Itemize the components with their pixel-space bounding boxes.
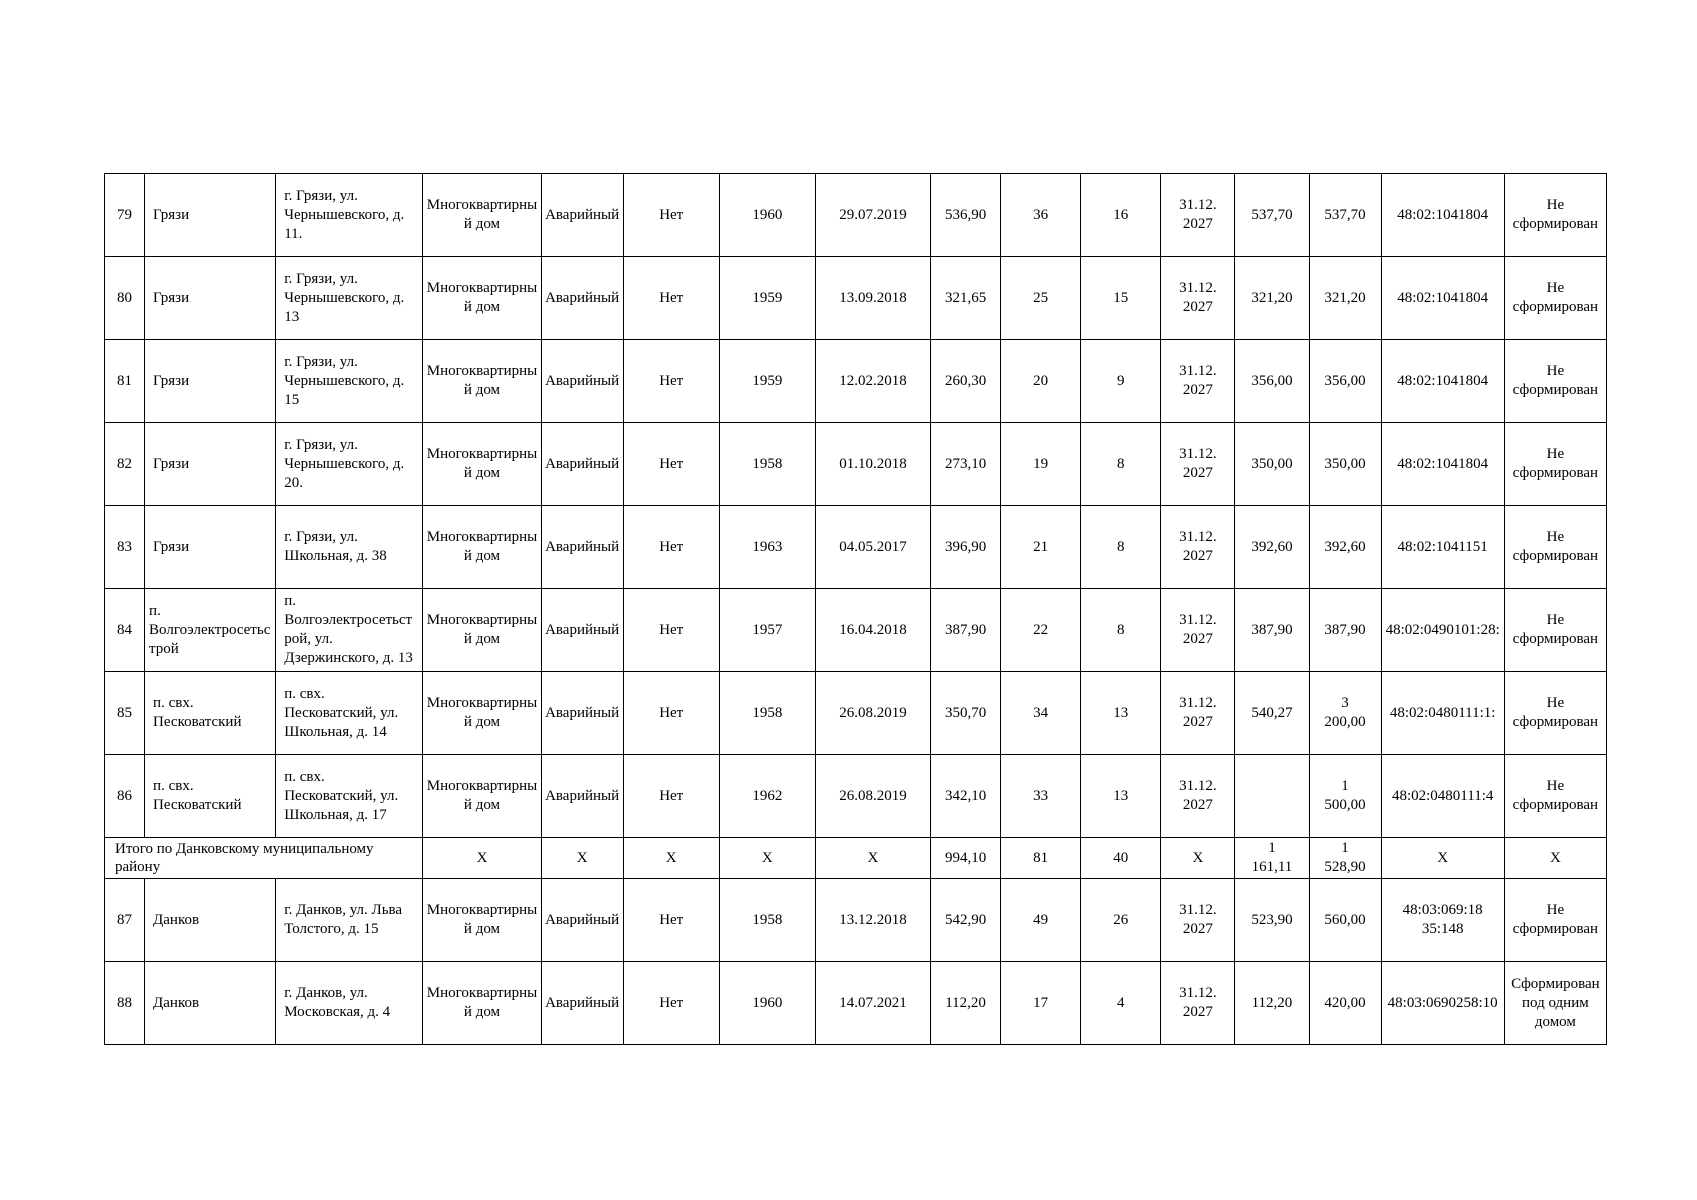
table-row — [105, 340, 1607, 423]
table-body — [105, 174, 1607, 1045]
cadastral-number-cell: 48:02:0480111:1: — [1381, 672, 1504, 755]
condition-cell: Аварийный — [541, 879, 623, 962]
resettlement-deadline-cell: 31.12. 2027 — [1161, 672, 1235, 755]
address-cell: г. Грязи, ул. Чернышевского, д. 20. — [276, 423, 423, 506]
total-living-area-cell: 994,10 — [931, 838, 1001, 879]
total-rooms-count-cell: 40 — [1081, 838, 1161, 879]
total-build-year-cell: X — [719, 838, 815, 879]
land-area-cell: 321,20 — [1235, 257, 1309, 340]
build-year-cell: 1963 — [719, 506, 815, 589]
heritage-cell: Нет — [623, 962, 719, 1045]
living-area-cell: 273,10 — [931, 423, 1001, 506]
row-number-cell: 79 — [105, 174, 145, 257]
address-cell: г. Данков, ул. Льва Толстого, д. 15 — [276, 879, 423, 962]
plot-area-cell: 420,00 — [1309, 962, 1381, 1045]
total-building-type-cell: X — [423, 838, 541, 879]
residents-count-cell: 19 — [1001, 423, 1081, 506]
cadastral-number-cell: 48:02:0480111:4 — [1381, 755, 1504, 838]
address-cell: г. Грязи, ул. Чернышевского, д. 15 — [276, 340, 423, 423]
resettlement-deadline-cell: 31.12. 2027 — [1161, 589, 1235, 672]
building-type-cell: Многоквартирный дом — [423, 257, 541, 340]
address-cell: г. Грязи, ул. Школьная, д. 38 — [276, 506, 423, 589]
locality-cell: п. свх. Песковатский — [145, 755, 276, 838]
address-cell: г. Грязи, ул. Чернышевского, д. 13 — [276, 257, 423, 340]
address-cell: г. Данков, ул. Московская, д. 4 — [276, 962, 423, 1045]
rooms-count-cell: 8 — [1081, 423, 1161, 506]
residents-count-cell: 20 — [1001, 340, 1081, 423]
build-year-cell: 1960 — [719, 962, 815, 1045]
cadastral-number-cell: 48:02:1041804 — [1381, 340, 1504, 423]
living-area-cell: 350,70 — [931, 672, 1001, 755]
row-number-cell: 87 — [105, 879, 145, 962]
build-year-cell: 1959 — [719, 257, 815, 340]
cadastral-number-cell: 48:02:1041804 — [1381, 423, 1504, 506]
condition-cell: Аварийный — [541, 506, 623, 589]
build-year-cell: 1960 — [719, 174, 815, 257]
plot-area-cell: 560,00 — [1309, 879, 1381, 962]
land-status-cell: Не сформирован — [1504, 755, 1606, 838]
rooms-count-cell: 8 — [1081, 506, 1161, 589]
row-number-cell: 88 — [105, 962, 145, 1045]
residents-count-cell: 33 — [1001, 755, 1081, 838]
table-row — [105, 174, 1607, 257]
total-heritage-cell: X — [623, 838, 719, 879]
cadastral-number-cell: 48:02:1041151 — [1381, 506, 1504, 589]
rooms-count-cell: 4 — [1081, 962, 1161, 1045]
rooms-count-cell: 8 — [1081, 589, 1161, 672]
living-area-cell: 542,90 — [931, 879, 1001, 962]
building-type-cell: Многоквартирный дом — [423, 174, 541, 257]
build-year-cell: 1962 — [719, 755, 815, 838]
building-type-cell: Многоквартирный дом — [423, 879, 541, 962]
plot-area-cell: 1 500,00 — [1309, 755, 1381, 838]
table-row — [105, 672, 1607, 755]
locality-cell: Данков — [145, 962, 276, 1045]
plot-area-cell: 387,90 — [1309, 589, 1381, 672]
land-status-cell: Не сформирован — [1504, 589, 1606, 672]
table-row — [105, 589, 1607, 672]
land-status-cell: Не сформирован — [1504, 506, 1606, 589]
total-land-area-cell: 1 161,11 — [1235, 838, 1309, 879]
land-area-cell: 350,00 — [1235, 423, 1309, 506]
land-area-cell: 392,60 — [1235, 506, 1309, 589]
address-cell: п. Волгоэлектросетьстрой, ул. Дзержинского, д. 13 — [276, 589, 423, 672]
plot-area-cell: 356,00 — [1309, 340, 1381, 423]
building-type-cell: Многоквартирный дом — [423, 672, 541, 755]
locality-cell: п. Волгоэлектросетьстрой — [145, 589, 276, 672]
rooms-count-cell: 13 — [1081, 755, 1161, 838]
heritage-cell: Нет — [623, 879, 719, 962]
land-area-cell: 387,90 — [1235, 589, 1309, 672]
living-area-cell: 387,90 — [931, 589, 1001, 672]
land-status-cell: Не сформирован — [1504, 257, 1606, 340]
land-status-cell: Не сформирован — [1504, 423, 1606, 506]
condition-cell: Аварийный — [541, 672, 623, 755]
recognition-date-cell: 04.05.2017 — [815, 506, 930, 589]
cadastral-number-cell: 48:02:1041804 — [1381, 257, 1504, 340]
cadastral-number-cell: 48:02:1041804 — [1381, 174, 1504, 257]
address-cell: п. свх. Песковатский, ул. Школьная, д. 14 — [276, 672, 423, 755]
locality-cell: п. свх. Песковатский — [145, 672, 276, 755]
row-number-cell: 82 — [105, 423, 145, 506]
total-residents-count-cell: 81 — [1001, 838, 1081, 879]
row-number-cell: 85 — [105, 672, 145, 755]
total-land-status-cell: X — [1504, 838, 1606, 879]
address-cell: п. свх. Песковатский, ул. Школьная, д. 17 — [276, 755, 423, 838]
condition-cell: Аварийный — [541, 962, 623, 1045]
build-year-cell: 1959 — [719, 340, 815, 423]
build-year-cell: 1958 — [719, 879, 815, 962]
residents-count-cell: 25 — [1001, 257, 1081, 340]
recognition-date-cell: 14.07.2021 — [815, 962, 930, 1045]
land-area-cell: 356,00 — [1235, 340, 1309, 423]
total-plot-area-cell: 1 528,90 — [1309, 838, 1381, 879]
building-type-cell: Многоквартирный дом — [423, 340, 541, 423]
resettlement-deadline-cell: 31.12. 2027 — [1161, 506, 1235, 589]
resettlement-deadline-cell: 31.12. 2027 — [1161, 962, 1235, 1045]
rooms-count-cell: 13 — [1081, 672, 1161, 755]
recognition-date-cell: 26.08.2019 — [815, 755, 930, 838]
locality-cell: Грязи — [145, 174, 276, 257]
table-row — [105, 755, 1607, 838]
condition-cell: Аварийный — [541, 755, 623, 838]
land-status-cell: Не сформирован — [1504, 879, 1606, 962]
building-type-cell: Многоквартирный дом — [423, 962, 541, 1045]
row-number-cell: 83 — [105, 506, 145, 589]
resettlement-deadline-cell: 31.12. 2027 — [1161, 340, 1235, 423]
table-row — [105, 257, 1607, 340]
resettlement-deadline-cell: 31.12. 2027 — [1161, 257, 1235, 340]
table-row — [105, 962, 1607, 1045]
building-type-cell: Многоквартирный дом — [423, 506, 541, 589]
condition-cell: Аварийный — [541, 174, 623, 257]
land-status-cell: Сформирован под одним домом — [1504, 962, 1606, 1045]
land-area-cell: 112,20 — [1235, 962, 1309, 1045]
total-row — [105, 838, 1607, 879]
living-area-cell: 342,10 — [931, 755, 1001, 838]
cadastral-number-cell: 48:03:0690258:10 — [1381, 962, 1504, 1045]
build-year-cell: 1958 — [719, 672, 815, 755]
resettlement-deadline-cell: 31.12. 2027 — [1161, 879, 1235, 962]
heritage-cell: Нет — [623, 257, 719, 340]
heritage-cell: Нет — [623, 755, 719, 838]
residents-count-cell: 36 — [1001, 174, 1081, 257]
recognition-date-cell: 13.12.2018 — [815, 879, 930, 962]
living-area-cell: 112,20 — [931, 962, 1001, 1045]
plot-area-cell: 537,70 — [1309, 174, 1381, 257]
cadastral-number-cell: 48:03:069:18 35:148 — [1381, 879, 1504, 962]
plot-area-cell: 321,20 — [1309, 257, 1381, 340]
condition-cell: Аварийный — [541, 423, 623, 506]
plot-area-cell: 350,00 — [1309, 423, 1381, 506]
rooms-count-cell: 9 — [1081, 340, 1161, 423]
heritage-cell: Нет — [623, 174, 719, 257]
row-number-cell: 86 — [105, 755, 145, 838]
locality-cell: Грязи — [145, 423, 276, 506]
row-number-cell: 84 — [105, 589, 145, 672]
row-number-cell: 80 — [105, 257, 145, 340]
recognition-date-cell: 01.10.2018 — [815, 423, 930, 506]
locality-cell: Грязи — [145, 257, 276, 340]
plot-area-cell: 392,60 — [1309, 506, 1381, 589]
rooms-count-cell: 26 — [1081, 879, 1161, 962]
land-status-cell: Не сформирован — [1504, 340, 1606, 423]
land-area-cell: 523,90 — [1235, 879, 1309, 962]
land-area-cell: 537,70 — [1235, 174, 1309, 257]
building-type-cell: Многоквартирный дом — [423, 423, 541, 506]
cadastral-number-cell: 48:02:0490101:28: — [1381, 589, 1504, 672]
residents-count-cell: 34 — [1001, 672, 1081, 755]
heritage-cell: Нет — [623, 423, 719, 506]
residents-count-cell: 17 — [1001, 962, 1081, 1045]
heritage-cell: Нет — [623, 589, 719, 672]
total-recognition-date-cell: X — [815, 838, 930, 879]
residents-count-cell: 22 — [1001, 589, 1081, 672]
land-status-cell: Не сформирован — [1504, 672, 1606, 755]
residents-count-cell: 49 — [1001, 879, 1081, 962]
table-row — [105, 423, 1607, 506]
rooms-count-cell: 16 — [1081, 174, 1161, 257]
land-area-cell — [1235, 755, 1309, 838]
total-label-cell: Итого по Данковскому муниципальному району — [105, 838, 423, 879]
locality-cell: Данков — [145, 879, 276, 962]
building-type-cell: Многоквартирный дом — [423, 755, 541, 838]
total-condition-cell: X — [541, 838, 623, 879]
locality-cell: Грязи — [145, 506, 276, 589]
heritage-cell: Нет — [623, 672, 719, 755]
living-area-cell: 321,65 — [931, 257, 1001, 340]
recognition-date-cell: 13.09.2018 — [815, 257, 930, 340]
build-year-cell: 1958 — [719, 423, 815, 506]
heritage-cell: Нет — [623, 506, 719, 589]
total-resettlement-deadline-cell: X — [1161, 838, 1235, 879]
condition-cell: Аварийный — [541, 589, 623, 672]
table-row — [105, 506, 1607, 589]
housing-register-table — [104, 173, 1607, 1045]
living-area-cell: 260,30 — [931, 340, 1001, 423]
recognition-date-cell: 16.04.2018 — [815, 589, 930, 672]
residents-count-cell: 21 — [1001, 506, 1081, 589]
land-area-cell: 540,27 — [1235, 672, 1309, 755]
address-cell: г. Грязи, ул. Чернышевского, д. 11. — [276, 174, 423, 257]
building-type-cell: Многоквартирный дом — [423, 589, 541, 672]
recognition-date-cell: 12.02.2018 — [815, 340, 930, 423]
recognition-date-cell: 29.07.2019 — [815, 174, 930, 257]
locality-cell: Грязи — [145, 340, 276, 423]
condition-cell: Аварийный — [541, 257, 623, 340]
build-year-cell: 1957 — [719, 589, 815, 672]
plot-area-cell: 3 200,00 — [1309, 672, 1381, 755]
row-number-cell: 81 — [105, 340, 145, 423]
total-cadastral-number-cell: X — [1381, 838, 1504, 879]
living-area-cell: 396,90 — [931, 506, 1001, 589]
land-status-cell: Не сформирован — [1504, 174, 1606, 257]
heritage-cell: Нет — [623, 340, 719, 423]
table-row — [105, 879, 1607, 962]
resettlement-deadline-cell: 31.12. 2027 — [1161, 423, 1235, 506]
resettlement-deadline-cell: 31.12. 2027 — [1161, 755, 1235, 838]
resettlement-deadline-cell: 31.12. 2027 — [1161, 174, 1235, 257]
living-area-cell: 536,90 — [931, 174, 1001, 257]
rooms-count-cell: 15 — [1081, 257, 1161, 340]
recognition-date-cell: 26.08.2019 — [815, 672, 930, 755]
condition-cell: Аварийный — [541, 340, 623, 423]
